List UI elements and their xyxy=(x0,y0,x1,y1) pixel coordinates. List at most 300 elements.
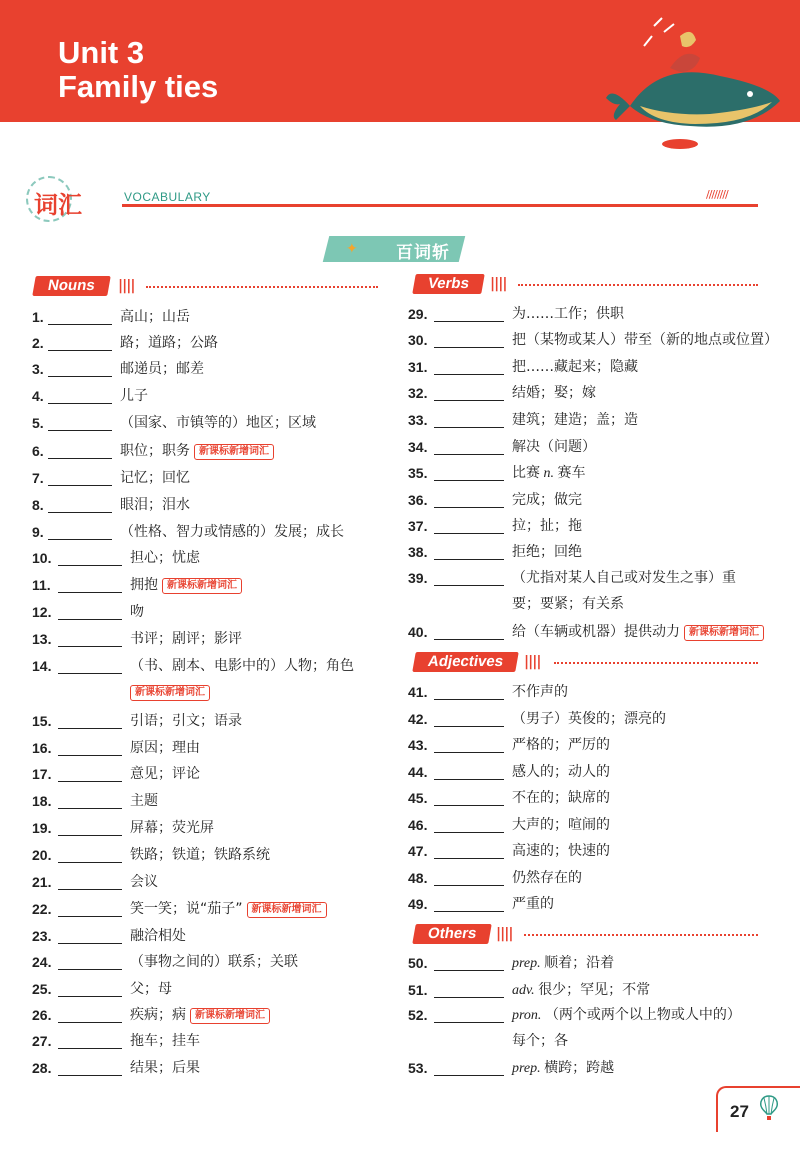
unit-number: Unit 3 xyxy=(58,35,145,70)
answer-blank[interactable] xyxy=(58,808,122,809)
entry-number: 9. xyxy=(32,524,44,540)
definition-text: 会议 xyxy=(130,874,158,890)
definition-text: （国家、市镇等的）地区；区域 xyxy=(120,415,316,431)
entry-number: 14. xyxy=(32,658,52,674)
vocab-entry xyxy=(32,469,402,489)
entry-number: 31. xyxy=(408,359,428,375)
vocab-entry xyxy=(408,789,778,809)
entry-number: 48. xyxy=(408,870,428,886)
vocab-entry xyxy=(408,869,778,889)
answer-blank[interactable] xyxy=(434,427,504,428)
entry-definition-continued: 要；要紧；有关系 xyxy=(512,596,624,612)
dotted-divider xyxy=(524,934,758,936)
definition-text: 原因；理由 xyxy=(130,740,200,756)
entry-definition-continued xyxy=(126,683,210,701)
vocab-entry xyxy=(408,305,778,325)
part-of-speech: prep. xyxy=(512,956,545,971)
section-adjectives xyxy=(414,652,760,672)
vocab-entry xyxy=(32,765,402,785)
vocab-entry xyxy=(32,712,402,732)
bars-decoration: |||| xyxy=(496,926,513,942)
definition-text: 感人的；动人的 xyxy=(512,764,610,780)
dotted-divider xyxy=(518,284,758,286)
entry-definition xyxy=(130,630,242,648)
new-curriculum-tag: 新课标新增词汇 xyxy=(684,625,764,641)
entry-definition xyxy=(130,739,200,757)
definition-text: 记忆；回忆 xyxy=(120,470,190,486)
answer-blank[interactable] xyxy=(58,1022,122,1023)
answer-blank[interactable] xyxy=(48,539,112,540)
answer-blank[interactable] xyxy=(434,639,504,640)
definition-text: 顺着；沿着 xyxy=(544,955,615,971)
unit-title xyxy=(58,36,218,104)
dotted-divider xyxy=(146,286,378,288)
answer-blank[interactable] xyxy=(434,911,504,912)
answer-blank[interactable] xyxy=(434,997,504,998)
entry-number: 41. xyxy=(408,684,428,700)
definition-text: 拖车；挂车 xyxy=(130,1033,200,1049)
answer-blank[interactable] xyxy=(58,781,122,782)
sword-icon: ✦ xyxy=(346,241,358,257)
vocab-entry xyxy=(408,736,778,756)
entry-definition xyxy=(512,517,582,535)
answer-blank[interactable] xyxy=(434,400,504,401)
entry-number: 21. xyxy=(32,874,52,890)
entry-number: 37. xyxy=(408,518,428,534)
vocab-entry xyxy=(408,683,778,703)
definition-text: 结婚；娶；嫁 xyxy=(512,385,596,401)
definition-text: （尤指对某人自己或对发生之事）重 xyxy=(512,570,736,586)
entry-definition xyxy=(120,469,190,487)
vocab-entry xyxy=(408,623,778,643)
definition-text: 不作声的 xyxy=(512,684,568,700)
answer-blank[interactable] xyxy=(434,752,504,753)
entry-number: 27. xyxy=(32,1033,52,1049)
vocabulary-title-cn: 词汇 xyxy=(34,191,82,219)
entry-definition xyxy=(130,927,186,945)
vocab-entry xyxy=(32,1006,402,1026)
new-curriculum-tag: 新课标新增词汇 xyxy=(162,578,242,594)
entry-definition xyxy=(130,846,270,864)
definition-text: 严格的；严厉的 xyxy=(512,737,610,753)
vocab-entry xyxy=(32,980,402,1000)
page-number-tab xyxy=(716,1086,800,1132)
definition-text: 不在的；缺席的 xyxy=(512,790,610,806)
bars-decoration: |||| xyxy=(490,276,507,292)
entry-number: 30. xyxy=(408,332,428,348)
vocab-entry xyxy=(408,543,778,563)
definition-text: 书评；剧评；影评 xyxy=(130,631,242,647)
entry-definition xyxy=(130,1006,270,1024)
entry-definition xyxy=(512,763,610,781)
answer-blank[interactable] xyxy=(58,969,122,970)
definition-text: 主题 xyxy=(130,793,158,809)
vocab-entry xyxy=(32,630,402,650)
hot-air-balloon-icon xyxy=(758,1094,780,1122)
entry-definition xyxy=(130,603,144,621)
vocab-entry xyxy=(408,1006,778,1052)
entry-definition xyxy=(512,842,610,860)
entry-definition xyxy=(120,308,190,326)
answer-blank[interactable] xyxy=(48,458,112,459)
section-others xyxy=(414,924,760,944)
definition-text: 给（车辆或机器）提供动力 xyxy=(512,624,680,640)
entry-definition xyxy=(130,712,242,730)
definition-text: 笑一笑；说“茄子” xyxy=(130,901,243,917)
definition-text: （书、剧本、电影中的）人物；角色 xyxy=(130,658,354,674)
entry-number: 5. xyxy=(32,415,44,431)
answer-blank[interactable] xyxy=(434,585,504,586)
vocab-entry xyxy=(408,464,778,484)
part-of-speech: n. xyxy=(540,466,558,481)
definition-text: 铁路；铁道；铁路系统 xyxy=(130,847,270,863)
entry-definition-continued: 每个；各 xyxy=(512,1033,568,1049)
vocab-entry xyxy=(32,873,402,893)
vocab-entry xyxy=(408,358,778,378)
vocab-entry xyxy=(408,491,778,511)
entry-number: 53. xyxy=(408,1060,428,1076)
entry-definition xyxy=(512,358,638,376)
definition-text: 结果；后果 xyxy=(130,1060,200,1076)
entry-number: 47. xyxy=(408,843,428,859)
definition-text: 邮递员；邮差 xyxy=(120,361,204,377)
vocab-entry xyxy=(408,842,778,862)
bars-decoration: |||| xyxy=(524,654,541,670)
entry-definition xyxy=(512,1006,741,1025)
definition-text: 比赛 xyxy=(512,465,540,481)
entry-number: 25. xyxy=(32,981,52,997)
entry-definition xyxy=(120,442,274,460)
definition-text: 意见；评论 xyxy=(130,766,200,782)
vocab-entry xyxy=(408,331,778,351)
entry-number: 28. xyxy=(32,1060,52,1076)
definition-text: （男子）英俊的；漂亮的 xyxy=(512,711,666,727)
entry-definition xyxy=(120,387,148,405)
answer-blank[interactable] xyxy=(434,885,504,886)
entry-definition xyxy=(120,414,316,432)
definition-text: 疾病；病 xyxy=(130,1007,186,1023)
entry-definition xyxy=(512,384,596,402)
entry-number: 17. xyxy=(32,766,52,782)
vocab-entry xyxy=(32,308,402,328)
vocabulary-divider xyxy=(122,204,758,207)
entry-definition xyxy=(130,1059,200,1077)
entry-number: 3. xyxy=(32,361,44,377)
new-curriculum-tag: 新课标新增词汇 xyxy=(190,1008,270,1024)
answer-blank[interactable] xyxy=(58,835,122,836)
entry-number: 1. xyxy=(32,309,44,325)
vocab-entry xyxy=(408,816,778,836)
bars-decoration: |||| xyxy=(118,278,135,294)
entry-number: 46. xyxy=(408,817,428,833)
entry-number: 7. xyxy=(32,470,44,486)
definition-text: 解决（问题） xyxy=(512,439,596,455)
definition-text: （性格、智力或情感的）发展；成长 xyxy=(120,524,344,540)
vocab-entry xyxy=(32,1059,402,1079)
entry-number: 40. xyxy=(408,624,428,640)
entry-number: 35. xyxy=(408,465,428,481)
entry-definition xyxy=(512,438,596,456)
definition-text: 为……工作；供职 xyxy=(512,306,624,322)
entry-definition xyxy=(512,683,568,701)
vocab-entry xyxy=(408,1059,778,1079)
new-curriculum-tag: 新课标新增词汇 xyxy=(247,902,327,918)
answer-blank[interactable] xyxy=(48,403,112,404)
vocab-entry xyxy=(32,792,402,812)
definition-text: 父；母 xyxy=(130,981,172,997)
entry-number: 11. xyxy=(32,577,51,593)
answer-blank[interactable] xyxy=(58,916,122,917)
badge-label xyxy=(340,238,460,263)
vocab-entry xyxy=(32,603,402,623)
vocab-entry xyxy=(32,819,402,839)
vocab-entry xyxy=(408,895,778,915)
definition-text: 建筑；建造；盖；造 xyxy=(512,412,638,428)
entry-definition xyxy=(512,623,764,641)
answer-blank[interactable] xyxy=(434,832,504,833)
entry-definition xyxy=(130,1032,200,1050)
answer-blank[interactable] xyxy=(434,699,504,700)
vocab-entry xyxy=(32,523,402,543)
vocab-entry xyxy=(32,414,402,434)
answer-blank[interactable] xyxy=(58,889,122,890)
entry-number: 51. xyxy=(408,982,428,998)
entry-number: 4. xyxy=(32,388,44,404)
entry-number: 6. xyxy=(32,443,44,459)
entry-number: 18. xyxy=(32,793,52,809)
vocab-entry xyxy=(32,334,402,354)
entry-definition xyxy=(120,523,344,541)
dotted-divider xyxy=(554,662,758,664)
entry-number: 29. xyxy=(408,306,428,322)
answer-blank[interactable] xyxy=(434,1075,504,1076)
entry-definition xyxy=(512,1059,614,1078)
entry-definition xyxy=(512,569,736,587)
unit-name: Family ties xyxy=(58,69,219,104)
entry-number: 26. xyxy=(32,1007,52,1023)
answer-blank[interactable] xyxy=(48,512,112,513)
whale-illustration xyxy=(600,6,796,156)
entry-number: 10. xyxy=(32,550,52,566)
definition-text: （两个或两个以上物或人中的） xyxy=(544,1007,741,1023)
definition-text: 拉；扯；拖 xyxy=(512,518,582,534)
entry-definition xyxy=(512,411,638,429)
entry-number: 12. xyxy=(32,604,52,620)
definition-text: 把……藏起来；隐藏 xyxy=(512,359,638,375)
entry-number: 2. xyxy=(32,335,44,351)
answer-blank[interactable] xyxy=(58,996,122,997)
section-verbs xyxy=(414,274,760,294)
definition-text: 高山；山岳 xyxy=(120,309,190,325)
entry-definition xyxy=(130,792,158,810)
entry-definition xyxy=(120,496,190,514)
entry-definition xyxy=(130,765,200,783)
entry-number: 13. xyxy=(32,631,52,647)
part-of-speech: pron. xyxy=(512,1008,545,1023)
vocab-entry xyxy=(408,517,778,537)
vocab-entry xyxy=(408,981,778,1001)
definition-text: 儿子 xyxy=(120,388,148,404)
new-curriculum-tag: 新课标新增词汇 xyxy=(194,444,274,460)
vocab-entry xyxy=(32,739,402,759)
answer-blank[interactable] xyxy=(48,324,112,325)
hatch-decoration: //////// xyxy=(706,188,728,201)
vocab-entry xyxy=(32,576,402,596)
entry-definition xyxy=(130,549,200,567)
entry-definition xyxy=(130,873,158,891)
vocab-entry xyxy=(32,360,402,380)
answer-blank[interactable] xyxy=(434,374,504,375)
entry-definition xyxy=(120,334,218,352)
vocab-entry xyxy=(32,496,402,516)
answer-blank[interactable] xyxy=(434,805,504,806)
entry-number: 34. xyxy=(408,439,428,455)
answer-blank[interactable] xyxy=(434,779,504,780)
vocab-entry xyxy=(408,710,778,730)
entry-definition xyxy=(512,331,778,349)
definition-text: 赛车 xyxy=(557,465,586,481)
entry-number: 20. xyxy=(32,847,52,863)
answer-blank[interactable] xyxy=(434,726,504,727)
definition-text: 拒绝；回绝 xyxy=(512,544,582,560)
entry-number: 50. xyxy=(408,955,428,971)
entry-definition xyxy=(512,464,586,483)
entry-number: 8. xyxy=(32,497,44,513)
vocabulary-header xyxy=(26,176,766,220)
definition-text: 仍然存在的 xyxy=(512,870,582,886)
entry-number: 43. xyxy=(408,737,428,753)
section-label: Nouns xyxy=(32,276,110,296)
vocab-entry xyxy=(32,1032,402,1052)
entry-definition xyxy=(512,869,582,887)
answer-blank[interactable] xyxy=(58,646,122,647)
answer-blank[interactable] xyxy=(434,507,504,508)
answer-blank[interactable] xyxy=(434,321,504,322)
entry-definition xyxy=(130,953,298,971)
definition-text: 拥抱 xyxy=(130,577,158,593)
vocab-entry xyxy=(408,763,778,783)
vocab-entry xyxy=(408,438,778,458)
answer-blank[interactable] xyxy=(434,454,504,455)
definition-text: 很少；罕见；不常 xyxy=(538,982,651,998)
vocab-entry xyxy=(32,387,402,407)
vocab-entry xyxy=(408,384,778,404)
answer-blank[interactable] xyxy=(58,619,122,620)
entry-definition xyxy=(120,360,204,378)
answer-blank[interactable] xyxy=(58,565,122,566)
entry-definition xyxy=(130,819,214,837)
entry-number: 23. xyxy=(32,928,52,944)
entry-number: 24. xyxy=(32,954,52,970)
answer-blank[interactable] xyxy=(58,728,122,729)
definition-text: 把（某物或某人）带至（新的地点或位置） xyxy=(512,332,778,348)
section-label: Others xyxy=(412,924,492,944)
entry-number: 52. xyxy=(408,1007,428,1023)
vocab-entry xyxy=(408,954,778,974)
new-curriculum-tag: 新课标新增词汇 xyxy=(130,685,210,701)
answer-blank[interactable] xyxy=(58,1075,122,1076)
definition-text: 路；道路；公路 xyxy=(120,335,218,351)
entry-definition xyxy=(512,305,624,323)
entry-number: 36. xyxy=(408,492,428,508)
answer-blank[interactable] xyxy=(58,862,122,863)
entry-definition xyxy=(512,491,582,509)
vocab-entry xyxy=(32,927,402,947)
answer-blank[interactable] xyxy=(434,1022,504,1023)
definition-text: 高速的；快速的 xyxy=(512,843,610,859)
answer-blank[interactable] xyxy=(434,533,504,534)
entry-definition xyxy=(130,900,327,918)
vocab-entry xyxy=(408,411,778,431)
badge-label-text: 百词斩 xyxy=(396,243,450,263)
answer-blank[interactable] xyxy=(434,970,504,971)
entry-definition xyxy=(512,981,650,1000)
answer-blank[interactable] xyxy=(48,430,112,431)
definition-text: 大声的；喧闹的 xyxy=(512,817,610,833)
vocab-entry xyxy=(32,900,402,920)
vocabulary-title-en: VOCABULARY xyxy=(124,190,211,204)
part-of-speech: prep. xyxy=(512,1061,545,1076)
entry-number: 38. xyxy=(408,544,428,560)
answer-blank[interactable] xyxy=(434,858,504,859)
section-label: Verbs xyxy=(412,274,484,294)
answer-blank[interactable] xyxy=(48,350,112,351)
definition-text: 完成；做完 xyxy=(512,492,582,508)
entry-number: 32. xyxy=(408,385,428,401)
answer-blank[interactable] xyxy=(58,592,122,593)
definition-text: 融洽相处 xyxy=(130,928,186,944)
definition-text: 吻 xyxy=(130,604,144,620)
answer-blank[interactable] xyxy=(434,347,504,348)
entry-definition xyxy=(130,576,242,594)
answer-blank[interactable] xyxy=(58,1048,122,1049)
entry-number: 42. xyxy=(408,711,428,727)
entry-definition xyxy=(512,736,610,754)
vocab-entry xyxy=(408,569,778,615)
definition-text: 屏幕；荧光屏 xyxy=(130,820,214,836)
entry-number: 19. xyxy=(32,820,52,836)
answer-blank[interactable] xyxy=(58,943,122,944)
answer-blank[interactable] xyxy=(58,755,122,756)
section-nouns xyxy=(34,276,380,296)
definition-text: 担心；忧虑 xyxy=(130,550,200,566)
entry-number: 22. xyxy=(32,901,52,917)
entry-definition xyxy=(512,789,610,807)
definition-text: 眼泪；泪水 xyxy=(120,497,190,513)
answer-blank[interactable] xyxy=(48,376,112,377)
answer-blank[interactable] xyxy=(434,480,504,481)
entry-number: 33. xyxy=(408,412,428,428)
answer-blank[interactable] xyxy=(434,559,504,560)
answer-blank[interactable] xyxy=(48,485,112,486)
entry-number: 44. xyxy=(408,764,428,780)
entry-definition xyxy=(512,954,614,973)
section-label: Adjectives xyxy=(412,652,519,672)
page-number: 27 xyxy=(730,1102,749,1121)
entry-definition xyxy=(512,895,554,913)
definition-text: 引语；引文；语录 xyxy=(130,713,242,729)
entry-number: 39. xyxy=(408,570,428,586)
definition-text: 职位；职务 xyxy=(120,443,190,459)
entry-definition xyxy=(130,980,172,998)
entry-number: 15. xyxy=(32,713,52,729)
definition-text: 横跨；跨越 xyxy=(544,1060,615,1076)
answer-blank[interactable] xyxy=(58,673,122,674)
entry-definition xyxy=(130,657,354,675)
entry-number: 16. xyxy=(32,740,52,756)
entry-definition xyxy=(512,816,610,834)
vocab-entry xyxy=(32,657,402,703)
